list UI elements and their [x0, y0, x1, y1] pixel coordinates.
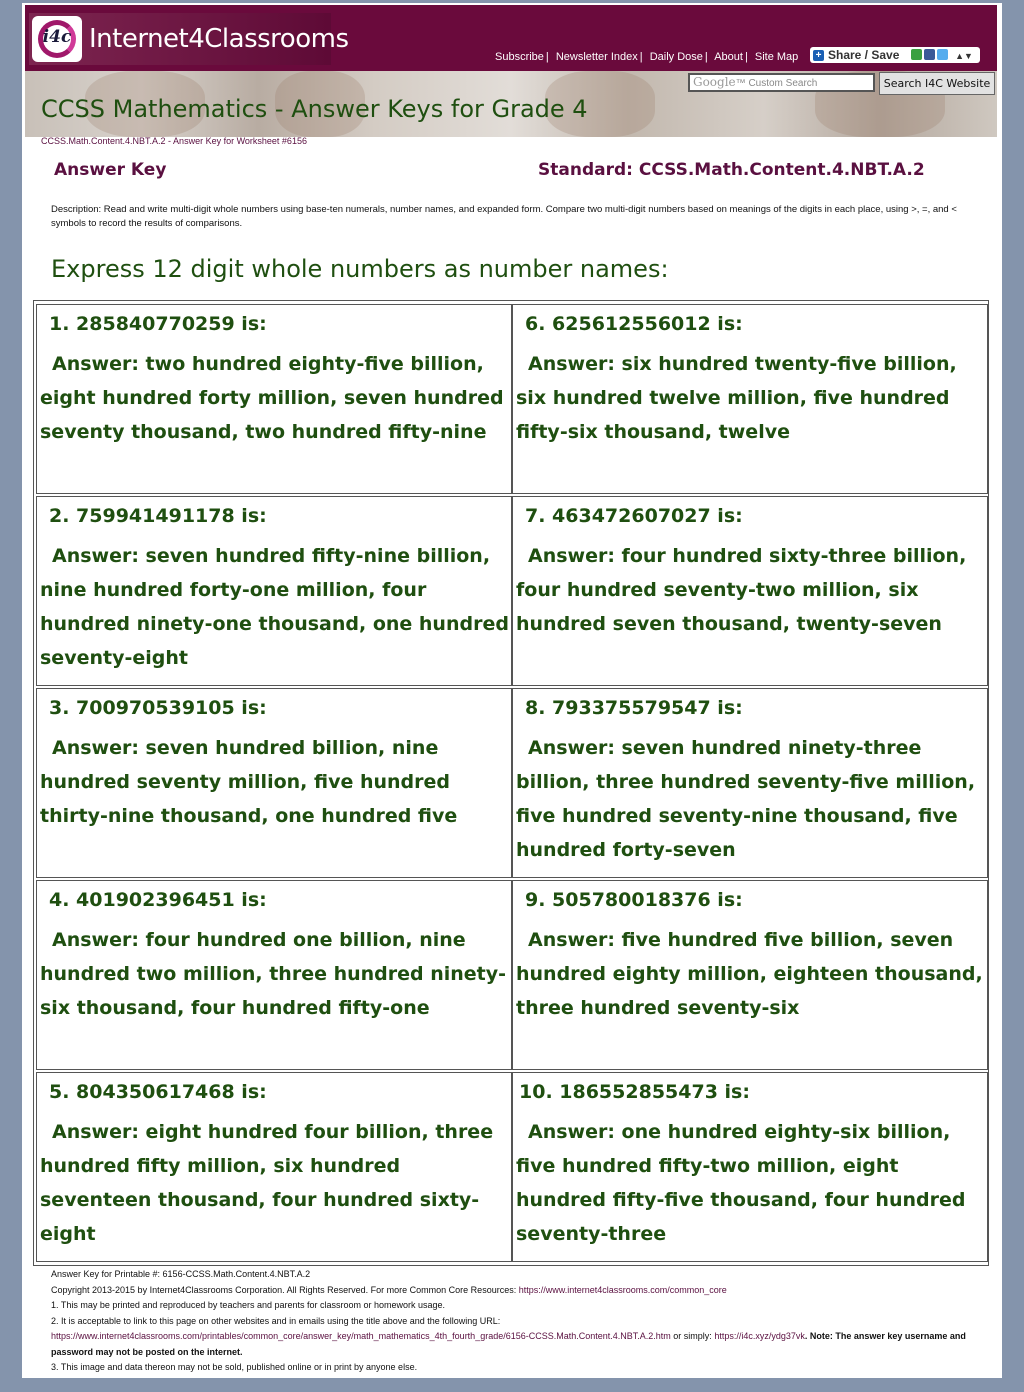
nav-newsletter-index[interactable]: Newsletter Index: [555, 51, 638, 63]
twitter-icon[interactable]: [937, 49, 948, 60]
answer-text: Answer: two hundred eighty-five billion, eight hundred forty million, seven hundred seventy thousand, two hundred fifty-nine: [40, 353, 504, 443]
answer-cell: [36, 880, 512, 1070]
footer-note-1: 1. This may be printed and reproduced by teachers and parents for classroom or homework usage.: [51, 1300, 446, 1310]
answer-text: Answer: eight hundred four billion, three hundred fifty million, six hundred seventeen thousand, four hundred sixty-eight: [40, 1121, 494, 1245]
question-text: 9. 505780018376 is:: [525, 889, 743, 911]
footer-copyright: Copyright 2013-2015 by Internet4Classrooms Corporation. All Rights Reserved. For more Common Core Resources: https://www.internet4classrooms.com/common_core: [51, 1284, 727, 1295]
share-dropdown-icon[interactable]: ▲▼: [955, 51, 973, 61]
short-url-link[interactable]: https://i4c.xyz/ydg37vk: [714, 1331, 805, 1341]
answer-key-heading: Answer Key: [54, 160, 167, 180]
question-text: 2. 759941491178 is:: [49, 505, 267, 527]
question-text: 1. 285840770259 is:: [49, 313, 267, 335]
share-save-button[interactable]: [810, 47, 980, 63]
nav-about[interactable]: About: [714, 51, 743, 63]
answer-cell: [512, 1072, 988, 1262]
answer-cell: [36, 1072, 512, 1262]
footer-note-3: 3. This image and data thereon may not be sold, published online or in print by anyone else.: [51, 1362, 418, 1372]
worksheet-url-link[interactable]: https://www.internet4classrooms.com/printables/common_core/answer_key/math_mathematics_4th_fourth_grade/6156-CCSS.Math.Content.4.NBT.A.2.htm: [51, 1331, 671, 1341]
footer: [51, 1267, 997, 1376]
facebook-icon[interactable]: [924, 49, 935, 60]
answer-cell: [36, 688, 512, 878]
answer-text: Answer: one hundred eighty-six billion, five hundred fifty-two million, eight hundred fifty-five thousand, four hundred seventy-three: [516, 1121, 966, 1245]
question-text: 5. 804350617468 is:: [49, 1081, 267, 1103]
section-title: Express 12 digit whole numbers as number names:: [51, 255, 669, 283]
answer-cell: [512, 880, 988, 1070]
answer-text: Answer: four hundred sixty-three billion, four hundred seventy-two million, six hundred seven thousand, twenty-seven: [516, 545, 967, 635]
page-title: CCSS Mathematics - Answer Keys for Grade 4: [41, 95, 588, 123]
question-text: 6. 625612556012 is:: [525, 313, 743, 335]
search-input[interactable]: Google™ Custom Search: [688, 73, 875, 92]
breadcrumb[interactable]: CCSS.Math.Content.4.NBT.A.2 - Answer Key for Worksheet #6156: [41, 136, 307, 146]
question-text: 3. 700970539105 is:: [49, 697, 267, 719]
answer-cell: [36, 496, 512, 686]
search-placeholder: Custom Search: [748, 78, 818, 89]
share-plus-icon: +: [813, 50, 824, 61]
site-logo[interactable]: [29, 13, 349, 65]
answer-text: Answer: four hundred one billion, nine hundred two million, three hundred ninety-six thousand, four hundred fifty-one: [40, 929, 507, 1019]
answer-text: Answer: seven hundred billion, nine hundred seventy million, five hundred thirty-nine thousand, one hundred five: [40, 737, 458, 827]
question-text: 4. 401902396451 is:: [49, 889, 267, 911]
answer-cell: [512, 496, 988, 686]
top-navigation: Subscribe | Newsletter Index | Daily Dose | About | Site Map: [495, 51, 799, 63]
answers-table: [33, 300, 989, 1266]
footer-url-line: https://www.internet4classrooms.com/printables/common_core/answer_key/math_mathematics_4th_fourth_grade/6156-CCSS.Math.Content.4.NBT.A.2.htm or simply: https://i4c.xyz/ydg37vk. Note: The answer key username and password may not be posted on the internet.: [51, 1331, 966, 1357]
page-container: [22, 3, 1002, 1378]
question-text: 7. 463472607027 is:: [525, 505, 743, 527]
question-text: 8. 793375579547 is:: [525, 697, 743, 719]
answer-text: Answer: seven hundred fifty-nine billion, nine hundred forty-one million, four hundred ninety-one thousand, one hundred seventy-eight: [40, 545, 509, 669]
description-text: Description: Read and write multi-digit whole numbers using base-ten numerals, number names, and expanded form. Compare two multi-digit numbers based on meanings of the digits in each place, using >, =, and < symbols to record the results of comparisons.: [51, 204, 957, 229]
answer-cell: [36, 304, 512, 494]
footer-printable-id: Answer Key for Printable #: 6156-CCSS.Math.Content.4.NBT.A.2: [51, 1269, 311, 1279]
logo-badge-text: i4c: [42, 27, 72, 47]
nav-site-map[interactable]: Site Map: [754, 51, 799, 63]
search-button[interactable]: Search I4C Website: [879, 72, 995, 95]
common-core-link[interactable]: https://www.internet4classrooms.com/common_core: [518, 1284, 727, 1295]
footer-note-2: 2. It is acceptable to link to this page on other websites and in emails using the title above and the following URL:: [51, 1315, 501, 1326]
answer-cell: [512, 304, 988, 494]
google-brand: Google: [693, 75, 736, 89]
nav-subscribe[interactable]: Subscribe: [495, 51, 544, 63]
nav-daily-dose[interactable]: Daily Dose: [649, 51, 703, 63]
logo-text: Internet4Classrooms: [89, 24, 349, 54]
answer-text: Answer: seven hundred ninety-three billion, three hundred seventy-five million, five hundred seventy-nine thousand, five hundred forty-seven: [516, 737, 976, 861]
logo-badge-icon: [32, 16, 82, 62]
answer-text: Answer: five hundred five billion, seven hundred eighty million, eighteen thousand, three hundred seventy-six: [516, 929, 983, 1019]
email-share-icon[interactable]: [911, 49, 922, 60]
share-label: Share / Save: [828, 48, 900, 62]
question-text: 10. 186552855473 is:: [519, 1081, 750, 1103]
answer-cell: [512, 688, 988, 878]
site-banner: [25, 5, 997, 71]
answer-text: Answer: six hundred twenty-five billion, six hundred twelve million, five hundred fifty-six thousand, twelve: [516, 353, 957, 443]
standard-heading: Standard: CCSS.Math.Content.4.NBT.A.2: [538, 160, 925, 180]
